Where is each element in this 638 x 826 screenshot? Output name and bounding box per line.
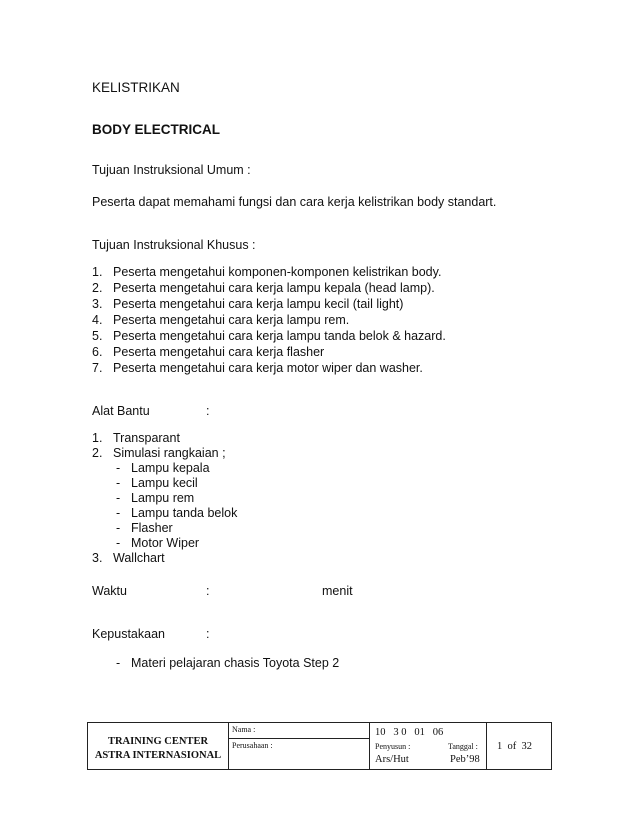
list-number: 1. — [92, 265, 103, 279]
page-subtitle: BODY ELECTRICAL — [92, 122, 221, 137]
bullet-dash: - — [116, 506, 121, 520]
bullet-dash: - — [116, 476, 121, 490]
org-name-line1: TRAINING CENTER — [107, 736, 209, 747]
divider — [228, 723, 229, 769]
list-text: Peserta mengetahui cara kerja lampu tanda belok & hazard. — [113, 329, 446, 343]
list-text: Peserta mengetahui komponen-komponen kelistrikan body. — [113, 265, 442, 279]
list-text: Flasher — [131, 521, 173, 535]
list-text: Lampu kecil — [131, 476, 198, 490]
list-number: 3. — [92, 551, 103, 565]
footer-table — [87, 722, 552, 770]
tanggal-value: Peb’98 — [450, 754, 480, 765]
list-number: 6. — [92, 345, 103, 359]
list-number: 1. — [92, 431, 103, 445]
list-text: Peserta mengetahui cara kerja motor wiper dan washer. — [113, 361, 423, 375]
list-number: 3. — [92, 297, 103, 311]
tools-colon: : — [206, 404, 210, 418]
list-text: Peserta mengetahui cara kerja lampu kepala (head lamp). — [113, 281, 435, 295]
list-text: Peserta mengetahui cara kerja flasher — [113, 345, 325, 359]
bullet-dash: - — [116, 656, 121, 670]
list-text: Motor Wiper — [131, 536, 200, 550]
list-text: Lampu tanda belok — [131, 506, 238, 520]
penyusun-value: Ars/Hut — [375, 754, 409, 765]
bullet-dash: - — [116, 461, 121, 475]
divider — [369, 723, 370, 769]
list-text: Wallchart — [113, 551, 165, 565]
specific-objective-label: Tujuan Instruksional Khusus : — [92, 238, 256, 252]
divider — [486, 723, 487, 769]
reference-item: Materi pelajaran chasis Toyota Step 2 — [131, 656, 340, 670]
perusahaan-label: Perusahaan : — [232, 741, 273, 750]
nama-label: Nama : — [232, 725, 256, 734]
list-text: Transparant — [113, 431, 180, 445]
references-label: Kepustakaan — [92, 627, 165, 641]
list-number: 4. — [92, 313, 103, 327]
list-number: 5. — [92, 329, 103, 343]
tanggal-label: Tanggal : — [448, 742, 478, 751]
tools-label: Alat Bantu — [92, 404, 150, 418]
time-colon: : — [206, 584, 210, 598]
references-colon: : — [206, 627, 210, 641]
general-objective-label: Tujuan Instruksional Umum : — [92, 163, 251, 177]
general-objective-text: Peserta dapat memahami fungsi dan cara kerja kelistrikan body standart. — [92, 195, 497, 209]
document-code: 10 3 0 01 06 — [375, 727, 444, 738]
org-name-line2: ASTRA INTERNASIONAL — [94, 750, 222, 761]
list-text: Peserta mengetahui cara kerja lampu kecil (tail light) — [113, 297, 404, 311]
list-text: Lampu kepala — [131, 461, 210, 475]
list-text: Peserta mengetahui cara kerja lampu rem. — [113, 313, 350, 327]
bullet-dash: - — [116, 491, 121, 505]
page-title: KELISTRIKAN — [92, 80, 180, 95]
list-text: Lampu rem — [131, 491, 195, 505]
time-unit: menit — [322, 584, 353, 598]
time-label: Waktu — [92, 584, 127, 598]
bullet-dash: - — [116, 521, 121, 535]
list-number: 2. — [92, 281, 103, 295]
page-number: 1 of 32 — [497, 741, 532, 752]
penyusun-label: Penyusun : — [375, 742, 411, 751]
list-text: Simulasi rangkaian ; — [113, 446, 226, 460]
bullet-dash: - — [116, 536, 121, 550]
list-number: 2. — [92, 446, 103, 460]
divider — [228, 738, 369, 739]
list-number: 7. — [92, 361, 103, 375]
